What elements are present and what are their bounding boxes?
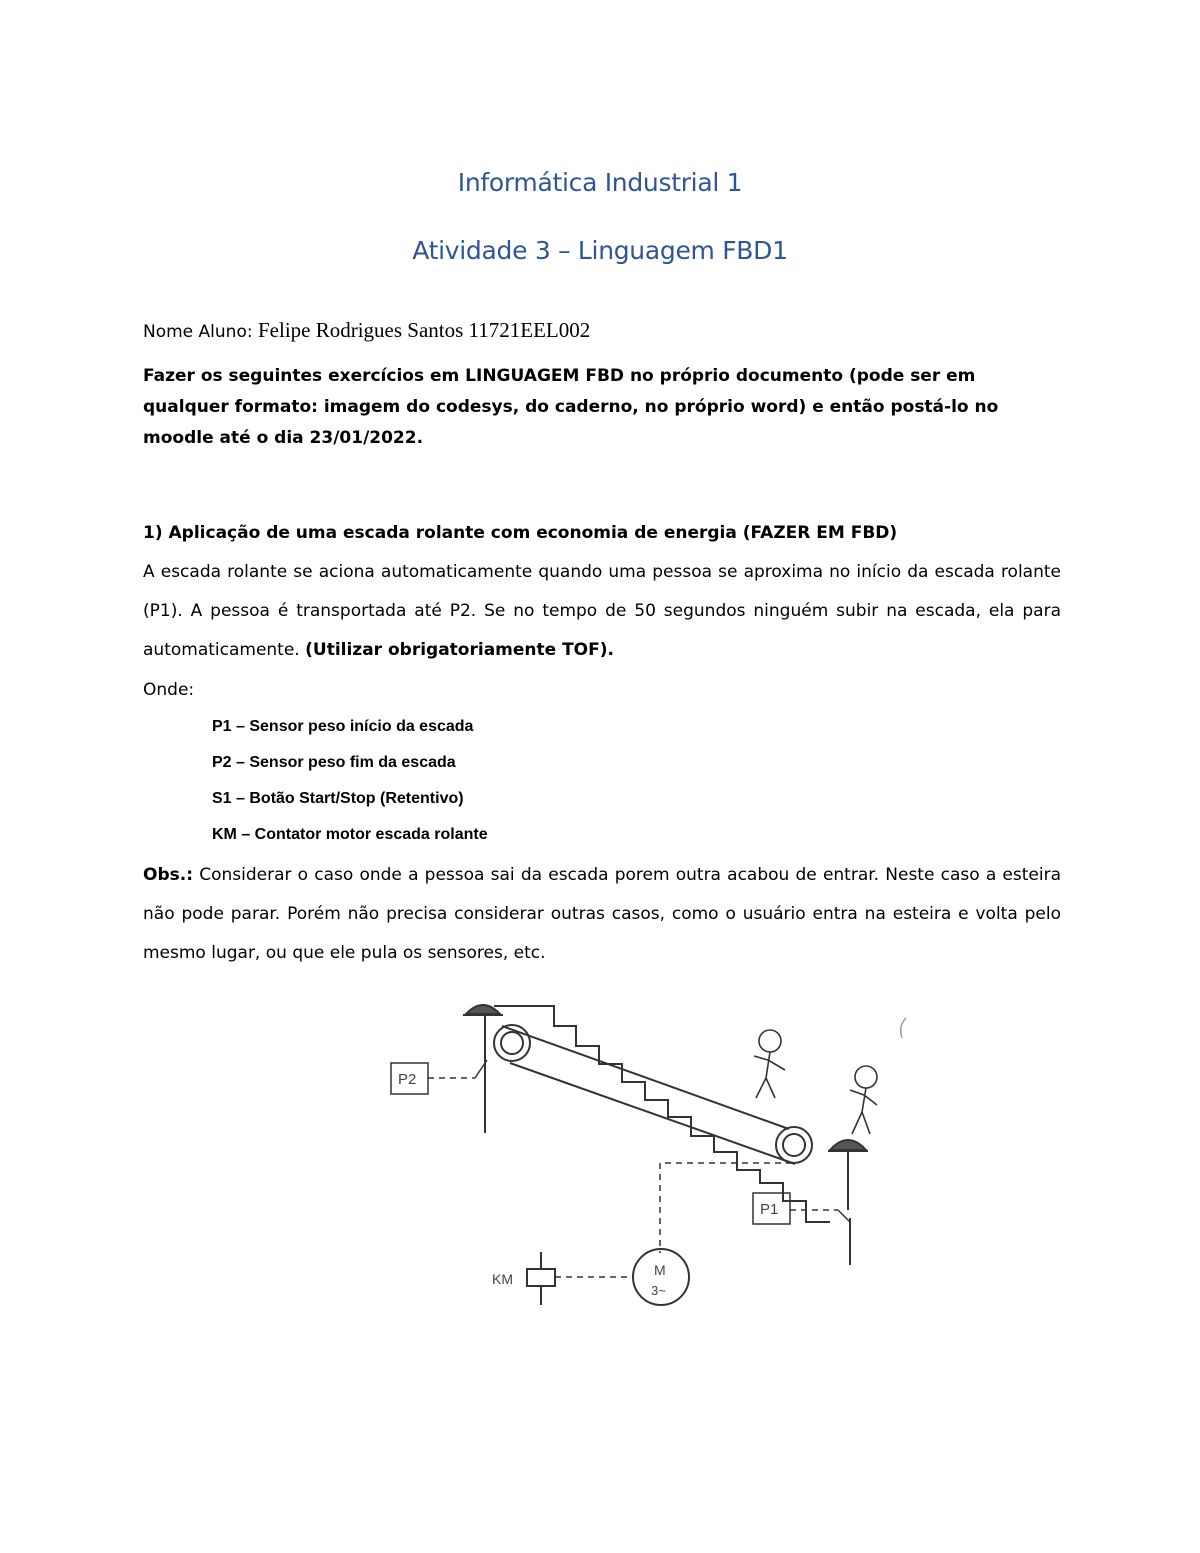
student-name-value: Felipe Rodrigues Santos 11721EEL002 [257, 318, 591, 342]
staircase [494, 1006, 830, 1222]
motor-label: M [654, 1262, 666, 1278]
instructions-text: Fazer os seguintes exercícios em LINGUAGEM FBD no próprio documento (pode ser em qualquer formato: imagem do codesys, do caderno, no próprio word) e então postá-lo no moodle até o dia 23/01/2022. [143, 366, 999, 448]
motor-icon [633, 1249, 689, 1305]
p2-box [391, 1063, 428, 1094]
student-name-line [143, 318, 590, 343]
exercise-body [143, 553, 1061, 670]
obs-paragraph [143, 856, 1061, 973]
p1-label: P1 [760, 1201, 779, 1218]
p1-weight-sensor [830, 1140, 866, 1150]
list-item: KM – Contator motor escada rolante [212, 826, 488, 843]
p2-weight-sensor [466, 1005, 500, 1014]
list-item: P2 – Sensor peso fim da escada [212, 754, 456, 771]
obs-text: Considerar o caso onde a pessoa sai da escada porem outra acabou de entrar. Neste caso a esteira não pode parar. Porém não precisa considerar outras casos, como o usuário entra na esteira e volta pelo mesmo lugar, ou que ele pula os sensores, etc. [143, 865, 1061, 963]
p2-label: P2 [398, 1071, 417, 1088]
exercise-body-bold: (Utilizar obrigatoriamente TOF). [305, 640, 614, 660]
p1-box [753, 1193, 790, 1224]
upper-pulley [494, 1025, 530, 1061]
list-item: S1 – Botão Start/Stop (Retentivo) [212, 790, 464, 807]
page-title: Informática Industrial 1 [457, 168, 743, 197]
motor-phase-label: 3~ [651, 1283, 666, 1298]
person-on-stairs-icon [754, 1030, 785, 1098]
student-name-label: Nome Aluno: [143, 322, 253, 342]
lower-pulley [776, 1127, 812, 1163]
exercise-heading: 1) Aplicação de uma escada rolante com economia de energia (FAZER EM FBD) [143, 523, 898, 543]
km-label: KM [492, 1271, 513, 1287]
exercise-body-text: A escada rolante se aciona automaticamente quando uma pessoa se aproxima no início da escada rolante (P1). A pessoa é transportada até P2. Se no tempo de 50 segundos ninguém subir na escada, ela para automaticamente. [143, 562, 1061, 660]
km-coil [527, 1269, 555, 1286]
person-approaching-icon [850, 1066, 877, 1134]
obs-label: Obs.: [143, 865, 193, 885]
page-subtitle: Atividade 3 – Linguagem FBD1 [412, 236, 788, 265]
list-item: P1 – Sensor peso início da escada [212, 718, 474, 735]
where-label: Onde: [143, 680, 195, 700]
